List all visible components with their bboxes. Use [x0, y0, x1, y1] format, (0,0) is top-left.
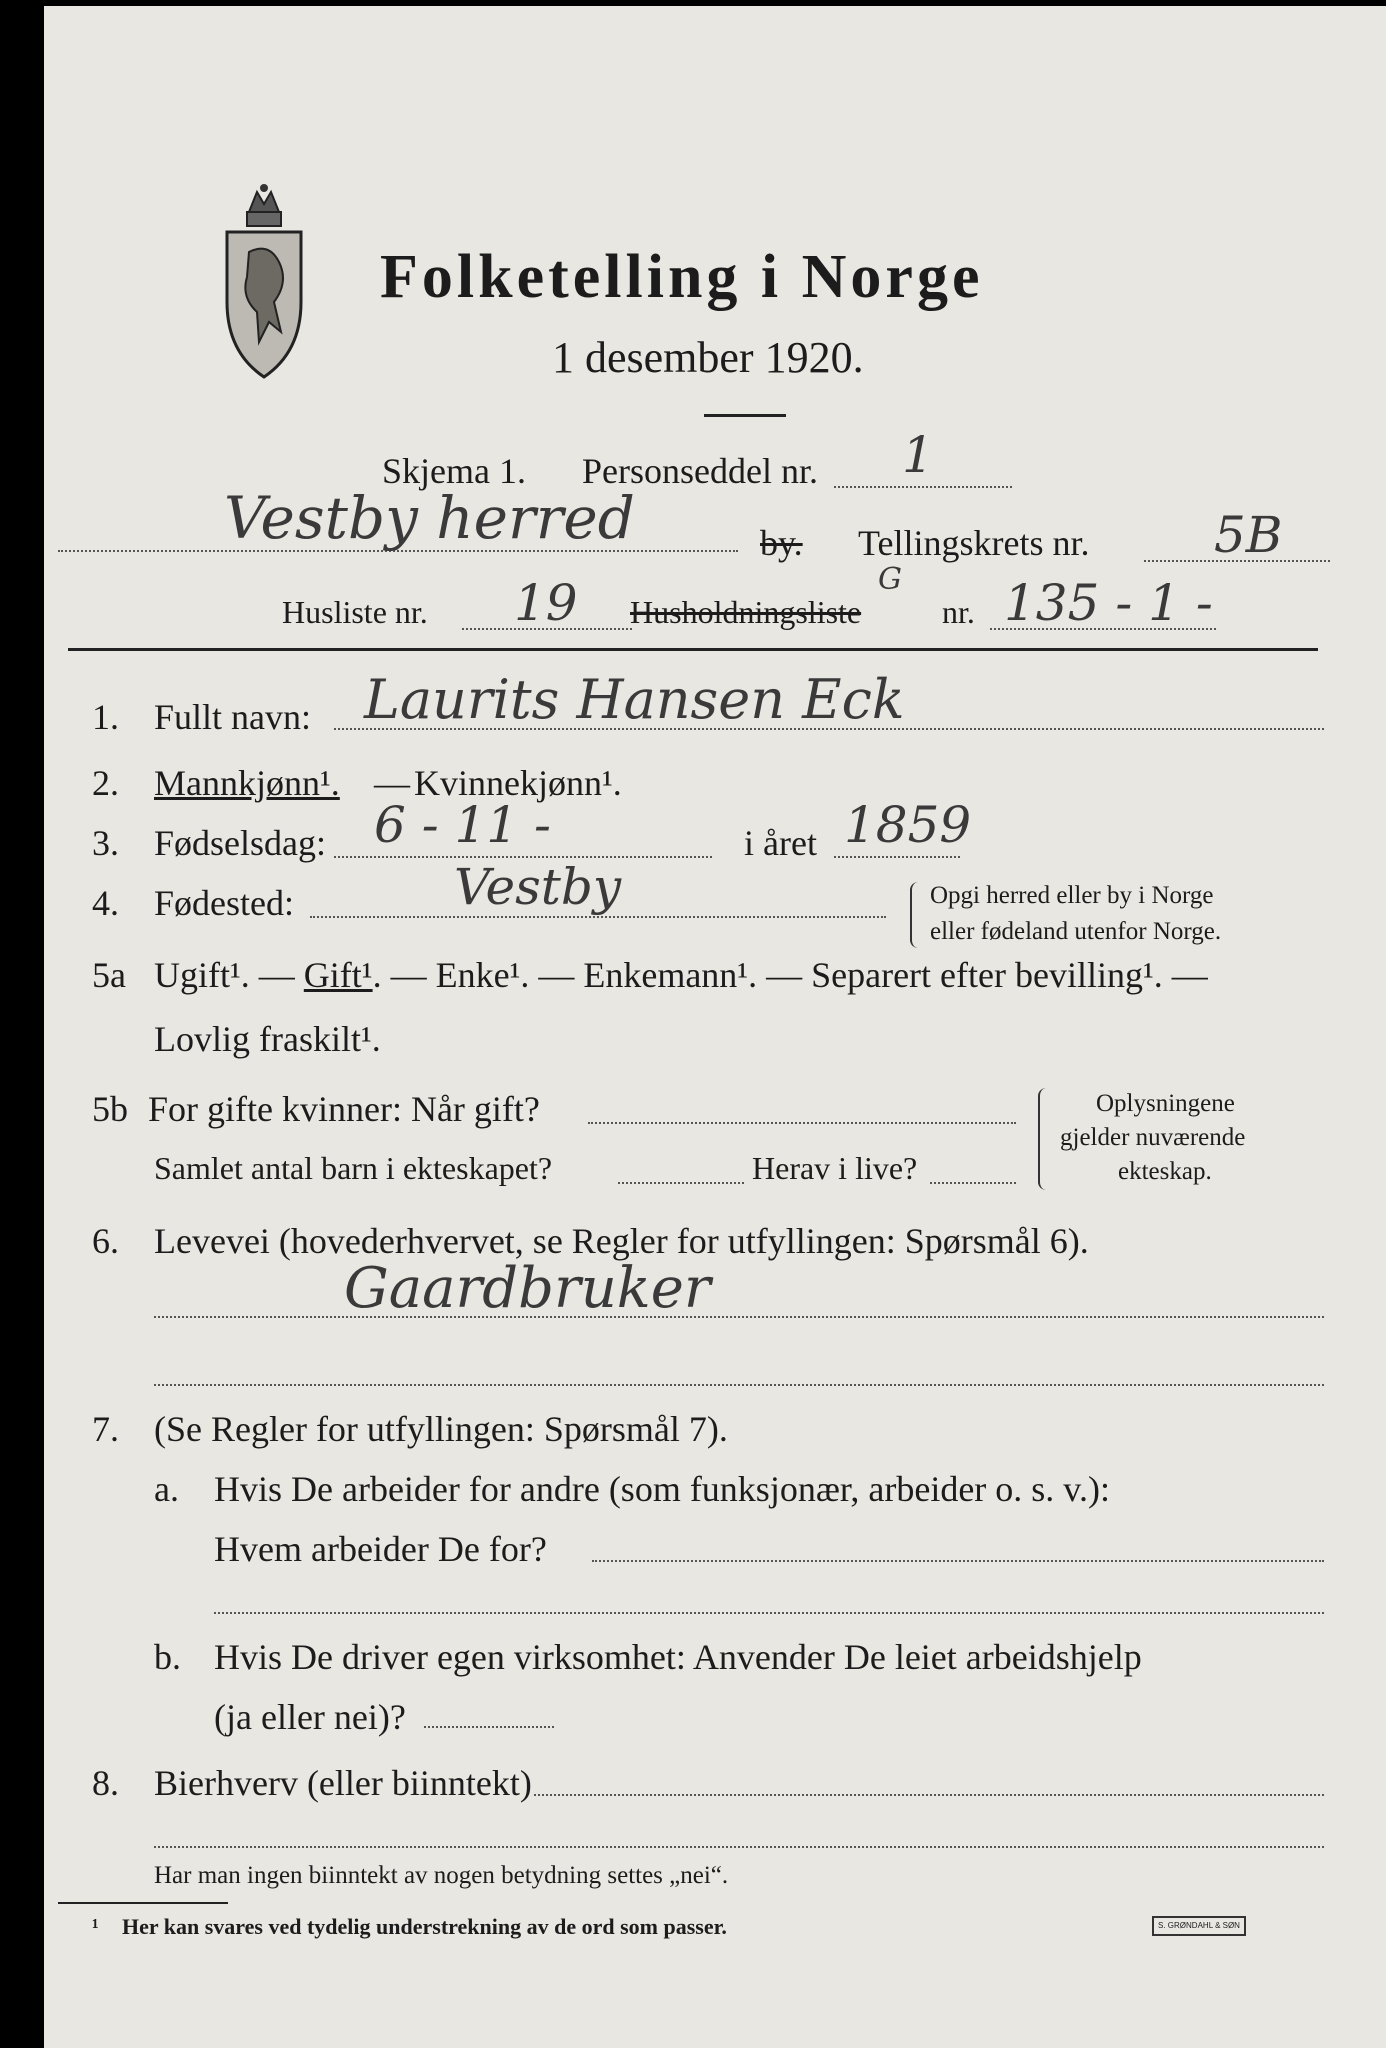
husholdningsliste-nr-label: nr. — [942, 594, 975, 630]
personseddel-label: Personseddel nr. — [582, 451, 818, 491]
q5b-note-line1: Oplysningene — [1096, 1090, 1235, 1117]
q6-label: Levevei (hovederhvervet, se Regler for utfyllingen: Spørsmål 6). — [154, 1221, 1089, 1261]
q2-separator: — — [374, 763, 410, 803]
q5a-rest: . — Enke¹. — Enkemann¹. — Separert efter bevilling¹. — — [372, 955, 1208, 995]
by-label: by. — [760, 523, 803, 563]
q6-number: 6. — [92, 1221, 119, 1261]
q5b-label2: Samlet antal barn i ekteskapet? — [154, 1150, 553, 1186]
footnote-mark: ¹ — [92, 1914, 99, 1939]
tellingskrets-label: Tellingskrets nr. — [858, 523, 1090, 563]
q7-label: (Se Regler for utfyllingen: Spørsmål 7). — [154, 1409, 728, 1449]
q7b-question: (ja eller nei)? — [214, 1697, 406, 1737]
q5b-note-brace — [1038, 1088, 1048, 1190]
q4-note-line2: eller fødeland utenfor Norge. — [930, 918, 1222, 945]
coat-of-arms-icon — [219, 182, 309, 382]
q4-value: Vestby — [454, 858, 622, 916]
q6-line2 — [154, 1384, 1324, 1386]
q7-number: 7. — [92, 1409, 119, 1449]
footer-note: Har man ingen biinntekt av nogen betydning settes „nei“. — [154, 1862, 729, 1889]
q5b-label3: Herav i live? — [752, 1150, 918, 1186]
husliste-label: Husliste nr. — [282, 594, 428, 630]
q5a-gift: Gift¹ — [303, 955, 373, 995]
q3-label: Fødselsdag: — [154, 823, 327, 863]
q5b-alive-line — [930, 1182, 1016, 1184]
form-title: Folketelling i Norge — [380, 243, 984, 311]
q5b-children-line — [618, 1182, 744, 1184]
q5b-number: 5b — [92, 1089, 128, 1129]
title-divider — [704, 414, 786, 417]
census-form — [44, 6, 1386, 2048]
q7b-letter: b. — [154, 1637, 181, 1677]
q5a-line1 — [154, 954, 1208, 996]
q2-male: Mannkjønn¹. — [154, 763, 340, 803]
q5b-note-line3: ekteskap. — [1118, 1158, 1212, 1185]
personseddel-value: 1 — [902, 426, 934, 484]
printer-stamp: S. GRØNDAHL & SØN — [1152, 1916, 1246, 1936]
q5b-when-line — [588, 1122, 1016, 1124]
q7a-letter: a. — [154, 1469, 179, 1509]
q2-female: Kvinnekjønn¹. — [414, 763, 622, 803]
personseddel-line — [834, 486, 1012, 488]
husholdningsliste-mark: G — [878, 562, 902, 597]
q4-number: 4. — [92, 883, 119, 923]
q3-year-value: 1859 — [844, 796, 972, 854]
q1-number: 1. — [92, 697, 119, 737]
q7a-line1 — [592, 1560, 1324, 1562]
q3-number: 3. — [92, 823, 119, 863]
q4-line — [310, 916, 886, 918]
q4-label: Fødested: — [154, 883, 294, 923]
header-divider — [68, 648, 1318, 651]
skjema-label: Skjema 1. — [382, 451, 526, 491]
q5a-line2: Lovlig fraskilt¹. — [154, 1019, 381, 1059]
q1-label: Fullt navn: — [154, 697, 312, 737]
q3-year-line — [834, 856, 960, 858]
q8-label: Bierhverv (eller biinntekt) — [154, 1763, 532, 1803]
census-date: 1 desember 1920. — [552, 333, 864, 382]
q7a-line2 — [214, 1612, 1324, 1614]
q2-number: 2. — [92, 763, 119, 803]
q4-note-brace — [910, 882, 920, 948]
q6-value: Gaardbruker — [344, 1256, 711, 1321]
q8-number: 8. — [92, 1763, 119, 1803]
q5b-note-line2: gjelder nuværende — [1060, 1124, 1246, 1151]
q5a-ugift: Ugift¹. — — [154, 955, 295, 995]
q4-note-line1: Opgi herred eller by i Norge — [930, 882, 1214, 909]
q5a-number: 5a — [92, 955, 126, 995]
husholdningsliste-value: 135 - 1 - — [1004, 574, 1213, 632]
q7a-text: Hvis De arbeider for andre (som funksjonær, arbeider o. s. v.): — [214, 1469, 1110, 1509]
footnote-divider — [58, 1902, 228, 1904]
q8-line1 — [534, 1794, 1324, 1796]
q1-value: Laurits Hansen Eck — [364, 668, 905, 731]
q7b-text: Hvis De driver egen virksomhet: Anvender De leiet arbeidshjelp — [214, 1637, 1142, 1677]
q5b-label1: For gifte kvinner: Når gift? — [148, 1089, 540, 1129]
tellingskrets-value: 5B — [1214, 506, 1283, 564]
q7a-question: Hvem arbeider De for? — [214, 1529, 547, 1569]
q3-year-label: i året — [744, 823, 817, 863]
husliste-value: 19 — [514, 574, 578, 632]
q8-line2 — [154, 1846, 1324, 1848]
municipality-value: Vestby herred — [224, 484, 635, 552]
q3-value: 6 - 11 - — [374, 796, 551, 854]
husholdningsliste-label: Husholdningsliste — [630, 594, 862, 630]
q7b-line — [424, 1726, 554, 1728]
q6-line1 — [154, 1316, 1324, 1318]
footnote-text: Her kan svares ved tydelig understrekning av de ord som passer. — [122, 1914, 727, 1939]
